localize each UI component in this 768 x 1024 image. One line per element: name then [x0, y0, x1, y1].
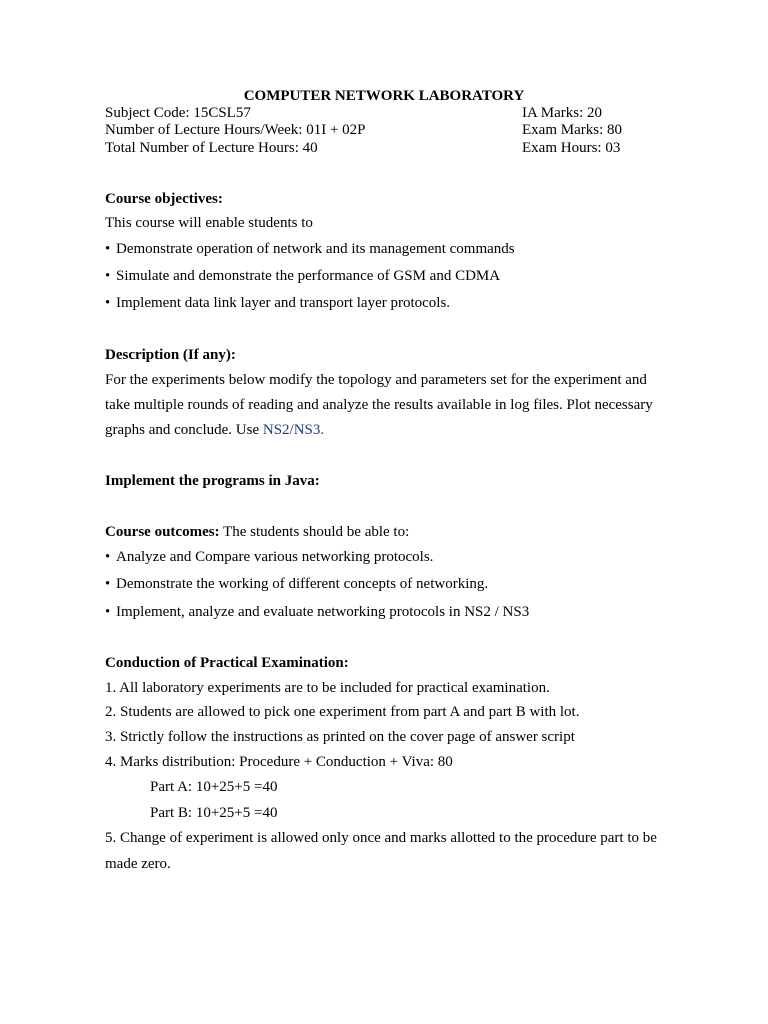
exam-item: 2. Students are allowed to pick one experiment from part A and part B with lot. — [105, 704, 580, 720]
document-title: COMPUTER NETWORK LABORATORY — [243, 88, 525, 104]
description-text: graphs and conclude. Use — [105, 422, 263, 438]
objective-item — [105, 240, 515, 258]
total-lecture-hours: Total Number of Lecture Hours: 40 — [105, 140, 318, 156]
description-line: take multiple rounds of reading and analyze the results available in log files. Plot necessary — [105, 397, 653, 413]
objective-item — [105, 267, 500, 285]
description-line — [105, 421, 324, 439]
bullet-icon: • — [105, 604, 111, 620]
objective-item — [105, 294, 450, 312]
exam-item-continued: made zero. — [105, 856, 171, 872]
outcome-text: Demonstrate the working of different concepts of networking. — [116, 576, 489, 592]
exam-hours: Exam Hours: 03 — [522, 140, 621, 156]
outcomes-heading: Course outcomes: — [105, 524, 220, 540]
lecture-hours-week: Number of Lecture Hours/Week: 01I + 02P — [105, 122, 366, 138]
bullet-icon: • — [105, 549, 111, 565]
java-heading: Implement the programs in Java: — [105, 473, 320, 489]
description-heading: Description (If any): — [105, 347, 236, 363]
outcomes-line — [105, 523, 409, 541]
exam-heading: Conduction of Practical Examination: — [105, 655, 349, 671]
outcome-text: Implement, analyze and evaluate networking protocols in NS2 / NS3 — [116, 604, 530, 620]
objective-text: Simulate and demonstrate the performance of GSM and CDMA — [116, 268, 501, 284]
bullet-icon: • — [105, 241, 111, 257]
objective-text: Implement data link layer and transport layer protocols. — [116, 295, 451, 311]
bullet-icon: • — [105, 295, 111, 311]
objectives-intro: This course will enable students to — [105, 215, 313, 231]
bullet-icon: • — [105, 268, 111, 284]
description-line: For the experiments below modify the topology and parameters set for the experiment and — [105, 372, 647, 388]
outcome-item — [105, 548, 433, 566]
outcome-item — [105, 575, 488, 593]
objective-text: Demonstrate operation of network and its management commands — [116, 241, 515, 257]
ia-marks: IA Marks: 20 — [522, 105, 602, 121]
subject-code: Subject Code: 15CSL57 — [105, 105, 251, 121]
exam-item: 5. Change of experiment is allowed only once and marks allotted to the procedure part to be — [105, 830, 657, 846]
exam-item: 3. Strictly follow the instructions as printed on the cover page of answer script — [105, 729, 575, 745]
outcome-text: Analyze and Compare various networking protocols. — [116, 549, 434, 565]
ns-tools-link: NS2/NS3. — [262, 422, 325, 438]
exam-marks: Exam Marks: 80 — [522, 122, 622, 138]
bullet-icon: • — [105, 576, 111, 592]
outcome-item — [105, 603, 529, 621]
outcomes-intro: The students should be able to: — [219, 524, 410, 540]
exam-item: 1. All laboratory experiments are to be included for practical examination. — [105, 680, 550, 696]
objectives-heading: Course objectives: — [105, 191, 223, 207]
part-a-marks: Part A: 10+25+5 =40 — [150, 779, 278, 795]
part-b-marks: Part B: 10+25+5 =40 — [150, 805, 278, 821]
exam-item: 4. Marks distribution: Procedure + Conduction + Viva: 80 — [105, 754, 453, 770]
